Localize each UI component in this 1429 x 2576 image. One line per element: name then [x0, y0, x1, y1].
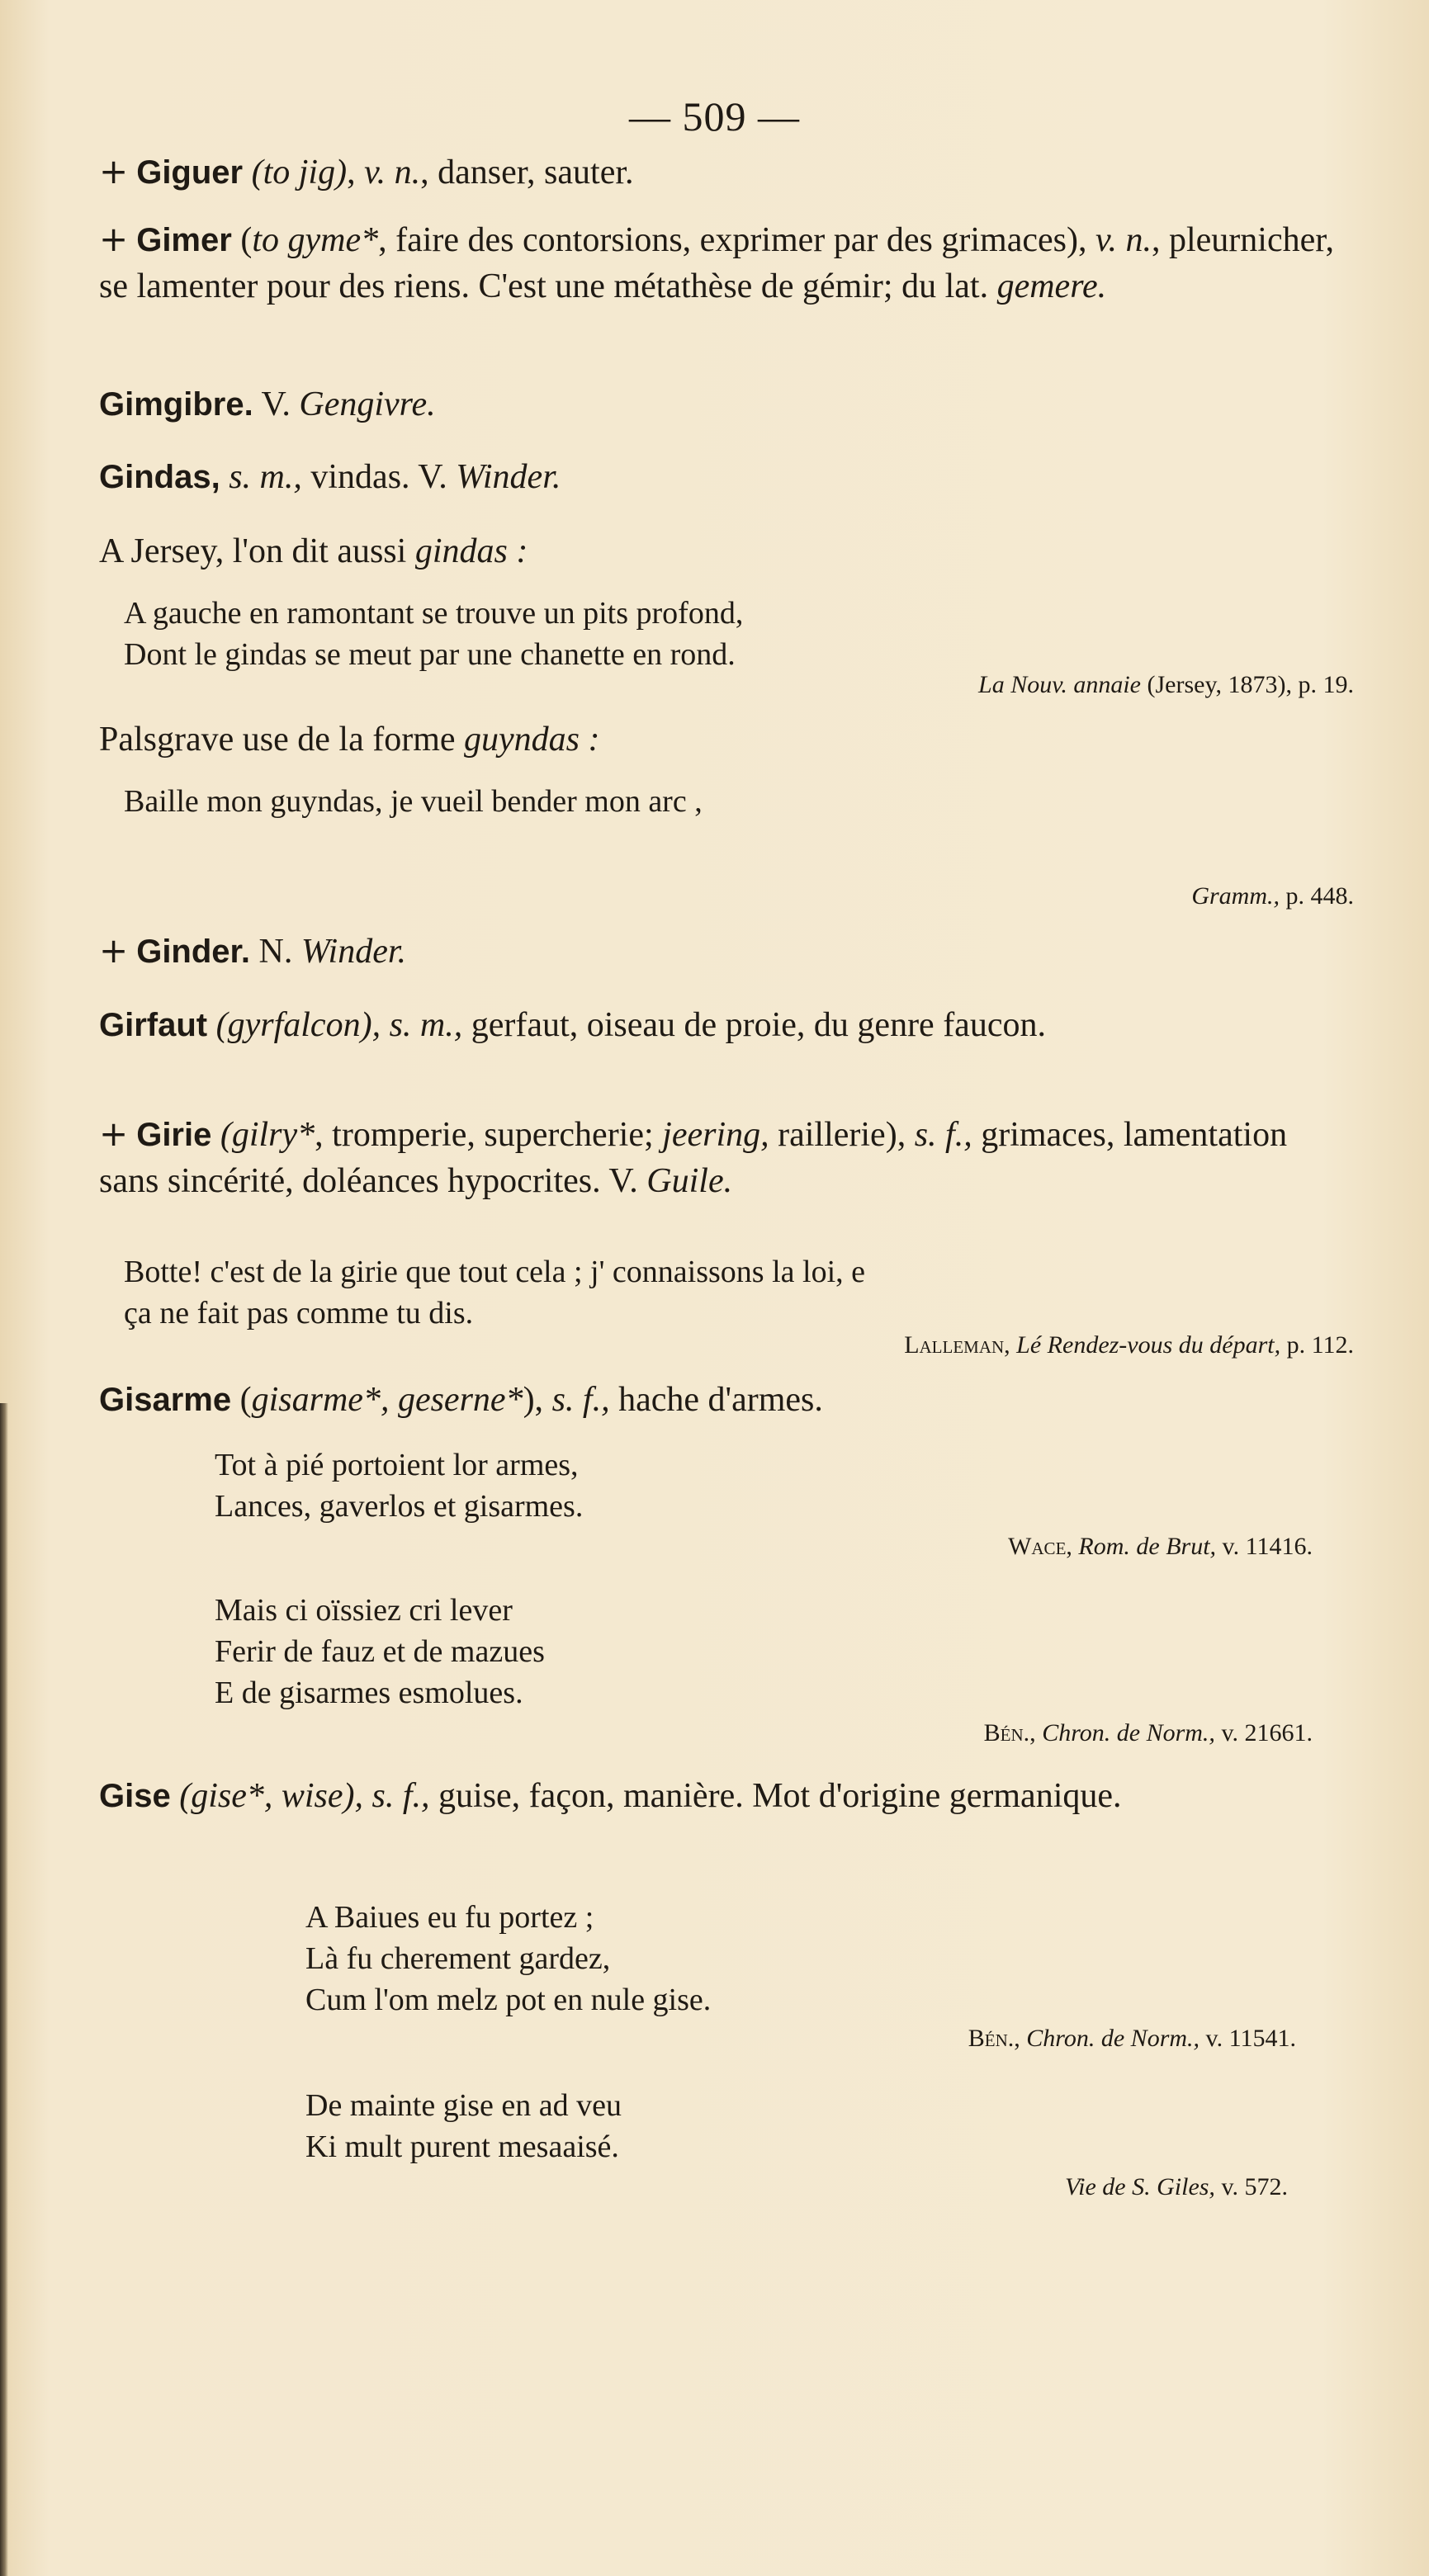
headword: Gise [99, 1778, 171, 1814]
headword: Gimer [136, 222, 232, 258]
source-gisarme-2: Bén., Chron. de Norm., v. 21661. [983, 1719, 1313, 1746]
quote-gisarme-2: Mais ci oïssiez cri lever Ferir de fauz et de mazues E de gisarmes esmolues. [215, 1593, 545, 1710]
headword: Gisarme [99, 1382, 232, 1418]
cross-mark: + [99, 1113, 129, 1154]
page-number: — 509 — [629, 93, 800, 139]
source-gindas: La Nouv. annaie (Jersey, 1873), p. 19. [978, 671, 1354, 698]
source-palsgrave: Gramm., p. 448. [1191, 882, 1354, 910]
cross-mark: + [99, 151, 129, 191]
headword: Girfaut [99, 1007, 208, 1043]
headword: Ginder. [136, 934, 251, 970]
headword: Gindas, [99, 459, 220, 495]
source-gise-2: Vie de S. Giles, v. 572. [1065, 2173, 1288, 2200]
quote-girie: Botte! c'est de la girie que tout cela ; j' connaissons la loi, e ça ne fait pas comme tu dis. [124, 1255, 865, 1331]
entry-ginder: + Ginder. N. Winder. [99, 930, 407, 971]
source-gise-1: Bén., Chron. de Norm., v. 11541. [968, 2025, 1296, 2052]
headword: Gimgibre. [99, 386, 253, 423]
entry-gise: Gise (gise*, wise), s. f., guise, façon, manière. Mot d'origine germanique. [99, 1777, 1122, 1815]
quote-gindas: A gauche en ramontant se trouve un pits profond, Dont le gindas se meut par une chanette en rond. [124, 596, 744, 672]
entry-girie: + Girie (gilry*, tromperie, supercherie; jeering, raillerie), s. f., grimaces, lamentation sans sincérité, doléances hypocrites. V. Guile. [99, 1113, 1288, 1200]
page-edge-shadow [0, 1403, 8, 2576]
source-girie: Lalleman, Lé Rendez-vous du départ, p. 112. [904, 1331, 1354, 1359]
headword: Giguer [136, 154, 244, 191]
entry-girfaut: Girfaut (gyrfalcon), s. m., gerfaut, oiseau de proie, du genre faucon. [99, 1006, 1046, 1044]
source-gisarme-1: Wace, Rom. de Brut, v. 11416. [1008, 1533, 1313, 1560]
gindas-note: A Jersey, l'on dit aussi gindas : [99, 532, 528, 570]
headword: Girie [136, 1117, 212, 1153]
cross-mark: + [99, 930, 129, 971]
quote-gisarme-1: Tot à pié portoient lor armes, Lances, gaverlos et gisarmes. [215, 1448, 584, 1524]
entry-gimgibre: Gimgibre. V. Gengivre. [99, 385, 436, 423]
entry-giguer: + Giguer (to jig), v. n., danser, sauter. [99, 151, 634, 191]
entry-gimer: + Gimer (to gyme*, faire des contorsions, exprimer par des grimaces), v. n., pleurnicher, se lamenter pour des riens. C'est une métathèse de gémir; du lat. gemere. [99, 219, 1335, 305]
palsgrave-note: Palsgrave use de la forme guyndas : [99, 721, 600, 759]
entry-gindas: Gindas, s. m., vindas. V. Winder. [99, 458, 561, 496]
quote-gise-1: A Baiues eu fu portez ; Là fu cherement gardez, Cum l'om melz pot en nule gise. [305, 1900, 712, 2017]
quote-gise-2: De mainte gise en ad veu Ki mult purent mesaaisé. [305, 2088, 622, 2164]
quote-palsgrave: Baille mon guyndas, je vueil bender mon arc , [124, 784, 703, 819]
entry-gisarme: Gisarme (gisarme*, geserne*), s. f., hache d'armes. [99, 1381, 823, 1419]
cross-mark: + [99, 219, 129, 259]
